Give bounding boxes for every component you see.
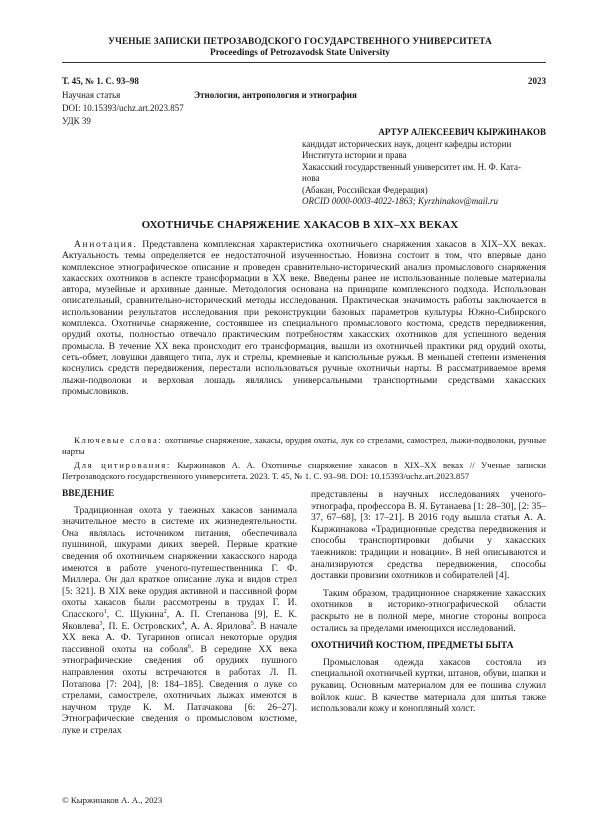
keywords-label: Ключевые слова: — [74, 435, 163, 445]
text-run: . В начале XX века А. Ф. Тугаринов описал некоторые орудия пассивной охоты на соболя — [62, 620, 298, 655]
article-title: ОХОТНИЧЬЕ СНАРЯЖЕНИЕ ХАКАСОВ В XIX–XX ВЕКАХ — [141, 219, 459, 231]
author-name: АРТУР АЛЕКСЕЕВИЧ КЫРЖИНАКОВ — [378, 127, 546, 137]
citation-label: Для цитирования: — [74, 460, 171, 470]
affiliation-line: нова — [302, 173, 320, 184]
text-run: Традиционная охота у таежных хакасов занимала значительное место в системе их жизнедеятельности. Она являлась источником питания, обеспечивала пушниной, шкурами диких зверей. Первые краткие сведения об охотничьем снаряжении хакасского народа имеются в работе ученого-путешественника Г. Ф. Миллера. Он дал краткое описание лука и видов стрел [5: 321]. В XIX веке орудия активной и пассивной форм охоты хакасов были рассмотрены в трудах Г. И. Спасского — [62, 504, 297, 620]
copyright: © Кыржинаков А. А., 2023 — [62, 795, 163, 805]
footnote-ref: 5 — [250, 620, 254, 627]
keywords — [62, 435, 546, 457]
affiliation-line: Института истории и права — [302, 150, 407, 161]
footnote-ref: 1 — [103, 608, 107, 615]
abstract-label: Аннотация. — [74, 239, 138, 250]
header-rule — [62, 62, 546, 63]
intro-paragraph — [62, 505, 297, 737]
journal-title-ru: УЧЕНЫЕ ЗАПИСКИ ПЕТРОЗАВОДСКОГО ГОСУДАРСТВЕННОГО УНИВЕРСИТЕТА — [108, 37, 492, 47]
doi[interactable]: DOI: 10.15393/uchz.art.2023.857 — [62, 103, 184, 113]
body-paragraph — [311, 657, 546, 715]
year: 2023 — [528, 76, 546, 86]
udk: УДК 39 — [62, 116, 91, 126]
orcid-email[interactable]: ORCID 0000-0003-4022-1863; Kyrzhinakov@mail.ru — [302, 196, 499, 207]
keywords-text: охотничье снаряжение, хакасы, орудия охоты, лук со стрелами, самострел, лыжи-подволоки, ручные нарты — [62, 435, 546, 456]
article-type: Научная статья — [62, 90, 121, 100]
body-paragraph: представлены в научных исследованиях ученого-этнографа, профессора В. Я. Бутанаева [1: 28–30], [2: 35–37, 67–68], [3: 17–21]. В 2016 году вышла статья А. А. Кыржинакова «Традиционные средства передвижения и способы транспортировки добычи у хакасских таежников: традиции и новации». В ней описываются и анализируются средства передвижения, способы доставки провизии охотников и собирателей [4]. — [311, 489, 546, 582]
volume-info: Т. 45, № 1. С. 93–98 — [62, 76, 139, 86]
text-run: , А. А. Ярилова — [184, 620, 251, 632]
text-run: , П. Е. Островских — [102, 620, 182, 632]
section-heading-intro: ВВЕДЕНИЕ — [62, 489, 115, 499]
abstract — [62, 239, 546, 397]
footnote-ref: 6 — [187, 643, 191, 650]
citation — [62, 460, 546, 482]
footnote-ref: 2 — [163, 608, 167, 615]
text-run: . В середине XX века этнографические сведения об орудиях пушного направления охоты встречаются в работах Л. П. Потапова [7: 204], [8: 184–185]. Сведения о луке со стрелами, самостреле, охотничьих лыжах имеются в научном труде К. М. Патачакова [6: 26–27]. Этнографические сведения о промысловом костюме, луке и стрелах — [62, 643, 297, 736]
affiliation-line: кандидат исторических наук, доцент кафедры истории — [302, 139, 512, 149]
right-column — [311, 489, 546, 715]
section-heading-costume: ОХОТНИЧИЙ КОСТЮМ, ПРЕДМЕТЫ БЫТА — [311, 641, 514, 652]
affiliation-line: Хакасский государственный университет им. Н. Ф. Ката- — [302, 161, 521, 172]
text-run: Промысловая одежда хакасов состояла из специальной охотничьей куртки, штанов, обуви, шапки и рукавиц. Основным материалом для ее пошива служил войлок — [311, 656, 546, 703]
text-run: , С. Щукина — [106, 608, 164, 620]
author-affiliation — [302, 139, 552, 207]
term-kiis: киис — [345, 691, 364, 703]
affiliation-line: (Абакан, Российская Федерация) — [302, 184, 428, 195]
text-run: . В качестве материала для шитья также использовали кожу и конопляный холст. — [311, 691, 546, 715]
section-name: Этнология, антропология и этнография — [194, 90, 357, 100]
left-column — [62, 489, 297, 736]
citation-text: Кыржинаков А. А. Охотничье снаряжение хакасов в XIX–XX веках // Ученые записки Петрозаводского государственного университета. 2023. Т. 45, № 1. С. 93–98. DOI: 10.15393/uchz.art.2023.857 — [62, 460, 546, 481]
body-paragraph: Таким образом, традиционное снаряжение хакасских охотников в историко-этнографической области раскрыто не в полной мере, многие стороны вопроса остались за пределами имеющихся исследований. — [311, 587, 546, 634]
journal-title-en: Proceedings of Petrozavodsk State University — [210, 48, 390, 58]
abstract-text: Представлена комплексная характеристика охотничьего снаряжения хакасов в XIX–XX веках. Актуальность темы определяется ее недостаточной изученностью. Новизна состоит в том, что впервые дано комплексное этнографическое описание и проведен сравнительно-исторический анализ промыслового снаряжения хакасских охотников в аспекте трансформации в XX веке. Введены ранее не использованные полевые материалы автора, музейные и архивные данные. Методология основана на принципе комплексного подхода. Использован описательный, сравнительно-исторический методы исследования. Практическая значимость работы заключается в использовании результатов исследования при реконструкции базовых параметров культуры Южно-Сибирского комплекса. Охотничье снаряжение, состоявшее из специального промыслового костюма, средств передвижения, орудий охоты, полностью отвечало практическим потребностям хакасских охотников для успешного ведения промысла. В течение XX века происходит его трансформация, вышли из охотничьей практики ряд орудий охоты, сеть-обмет, ловушки давящего типа, лук и стрелы, кремневые и капсюльные ружья. В меньшей степени изменения коснулись средств передвижения, перестали использоваться ручные охотничьи нарты. В рассматриваемое время лыжи-подволоки и верховая лошадь являлись универсальными транспортными средствами хакасских промысловиков. — [62, 239, 546, 397]
footnote-ref: 3 — [99, 620, 103, 627]
text-run: , А. П. Степанова [9], Е. К. Яковлева — [62, 608, 297, 632]
footnote-ref: 4 — [181, 620, 185, 627]
